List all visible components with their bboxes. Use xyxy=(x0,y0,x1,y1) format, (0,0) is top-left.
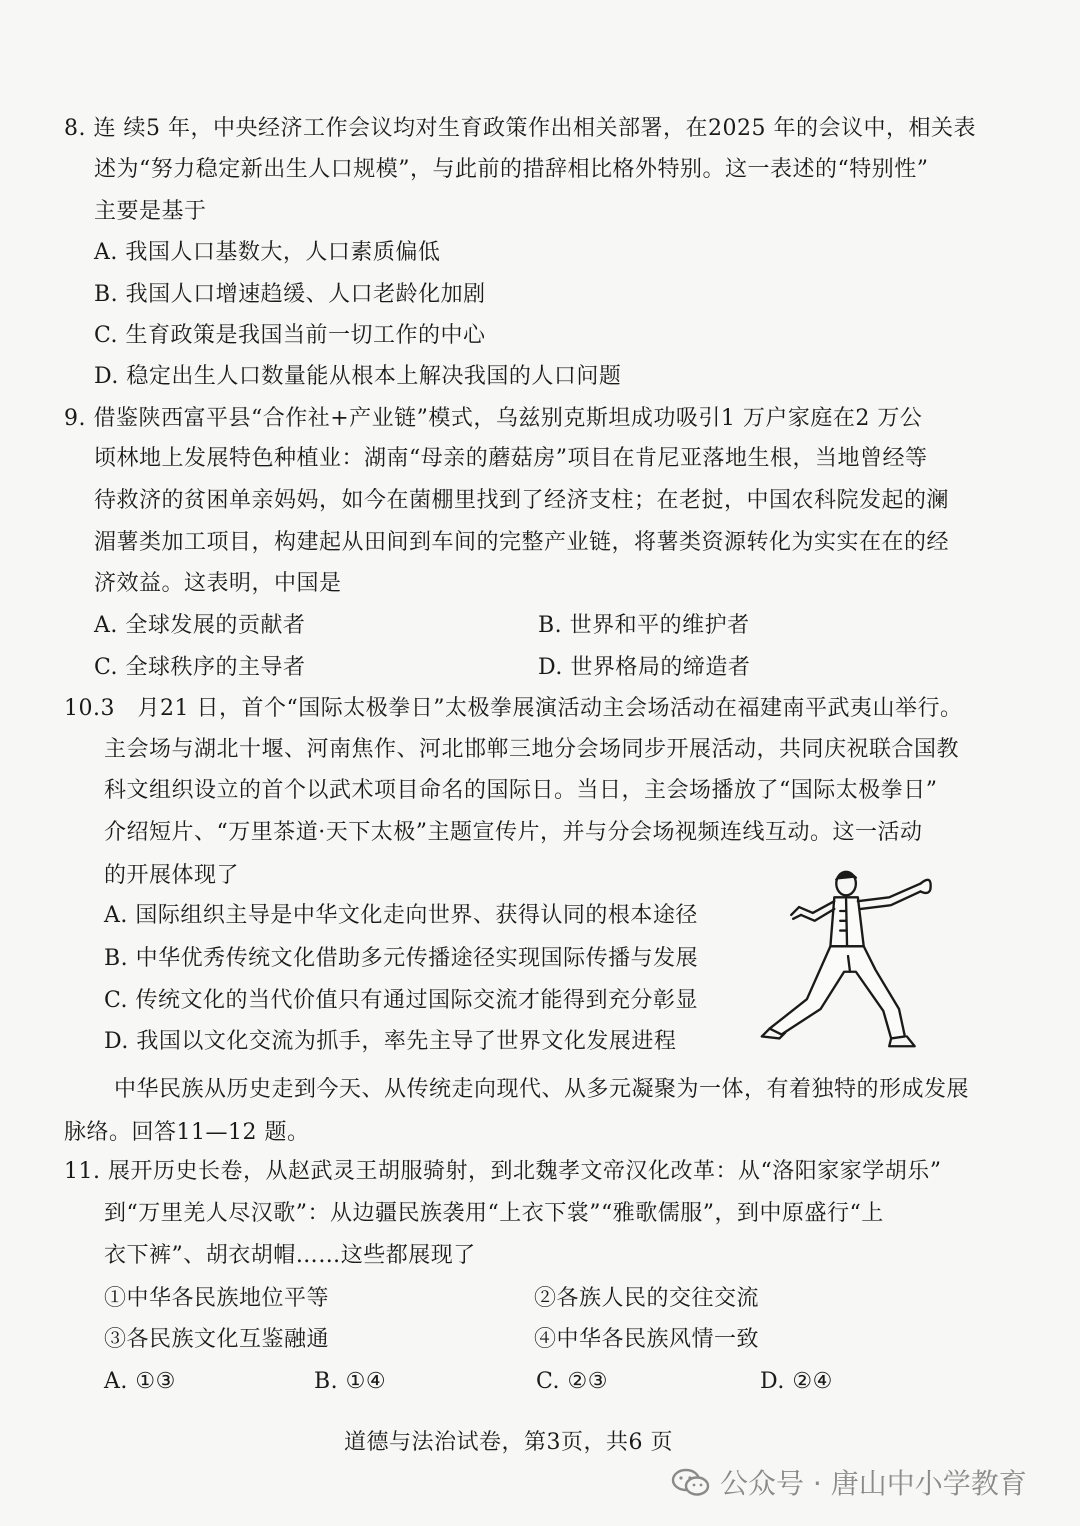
q9-option-b: B. 世界和平的维护者 xyxy=(538,613,750,638)
wechat-icon xyxy=(670,1466,712,1498)
q10-line-2: 主会场与湖北十堰、河南焦作、河北邯郸三地分会场同步开展活动，共同庆祝联合国教 xyxy=(104,737,960,762)
q11-option-b: B. ①④ xyxy=(314,1369,387,1394)
taichi-figure-illustration xyxy=(752,862,948,1058)
q9-line-2: 顷林地上发展特色种植业：湖南“母亲的蘑菇房”项目在肯尼亚落地生根，当地曾经等 xyxy=(94,446,928,471)
q11-item-4: ④中华各民族风情一致 xyxy=(534,1327,760,1352)
q9-line-4: 湄薯类加工项目，构建起从田间到车间的完整产业链，将薯类资源转化为实实在在的经 xyxy=(94,530,950,555)
q8-option-b: B. 我国人口增速趋缓、人口老龄化加剧 xyxy=(94,282,486,307)
q9-option-a: A. 全球发展的贡献者 xyxy=(94,613,306,638)
q8-option-d: D. 稳定出生人口数量能从根本上解决我国的人口问题 xyxy=(94,364,622,389)
q8-line-2: 述为“努力稳定新出生人口规模”，与此前的措辞相比格外特别。这一表述的“特别性” xyxy=(94,157,929,182)
q9-line-5: 济效益。这表明，中国是 xyxy=(94,571,342,596)
q11-line-1: 11. 展开历史长卷，从赵武灵王胡服骑射，到北魏孝文帝汉化改革：从“洛阳家家学胡乐” xyxy=(64,1159,942,1184)
q10-option-c: C. 传统文化的当代价值只有通过国际交流才能得到充分彰显 xyxy=(104,988,699,1013)
q10-option-b: B. 中华优秀传统文化借助多元传播途径实现国际传播与发展 xyxy=(104,946,699,971)
q11-item-1: ①中华各民族地位平等 xyxy=(104,1286,330,1311)
q8-option-a: A. 我国人口基数大，人口素质偏低 xyxy=(94,240,441,265)
q10-line-1: 10.3 月21 日，首个“国际太极拳日”太极拳展演活动主会场活动在福建南平武夷山举行。 xyxy=(64,696,963,721)
watermark xyxy=(670,1462,1027,1502)
q8-option-c: C. 生育政策是我国当前一切工作的中心 xyxy=(94,323,486,348)
q11-line-2: 到“万里羌人尽汉歌”：从边疆民族袭用“上衣下裳”“雅歌儒服”，到中原盛行“上 xyxy=(104,1201,884,1226)
q8-line-3: 主要是基于 xyxy=(94,199,207,224)
q9-line-1: 9. 借鉴陕西富平县“合作社+产业链”模式，乌兹别克斯坦成功吸引1 万户家庭在2 万公 xyxy=(64,406,923,431)
q11-item-2: ②各族人民的交往交流 xyxy=(534,1286,760,1311)
intro-line-1: 中华民族从历史走到今天、从传统走向现代、从多元凝聚为一体，有着独特的形成发展 xyxy=(114,1077,970,1102)
q8-line-1: 8. 连 续5 年，中央经济工作会议均对生育政策作出相关部署，在2025 年的会议中，相关表 xyxy=(64,116,976,141)
q11-option-a: A. ①③ xyxy=(104,1369,176,1394)
q9-option-d: D. 世界格局的缔造者 xyxy=(538,655,751,680)
q10-option-d: D. 我国以文化交流为抓手，率先主导了世界文化发展进程 xyxy=(104,1029,677,1054)
watermark-text: 公众号 · 唐山中小学教育 xyxy=(720,1467,1027,1500)
q9-option-c: C. 全球秩序的主导者 xyxy=(94,655,306,680)
page-footer: 道德与法治试卷，第3页，共6 页 xyxy=(344,1430,673,1455)
q10-line-3: 科文组织设立的首个以武术项目命名的国际日。当日，主会场播放了“国际太极拳日” xyxy=(104,778,938,803)
q10-option-a: A. 国际组织主导是中华文化走向世界、获得认同的根本途径 xyxy=(104,903,698,928)
q11-option-d: D. ②④ xyxy=(760,1369,833,1394)
q11-item-3: ③各民族文化互鉴融通 xyxy=(104,1327,330,1352)
q11-option-c: C. ②③ xyxy=(536,1369,608,1394)
q10-line-4: 介绍短片、“万里茶道·天下太极”主题宣传片，并与分会场视频连线互动。这一活动 xyxy=(104,820,923,845)
q11-line-3: 衣下裤”、胡衣胡帽……这些都展现了 xyxy=(104,1243,476,1268)
q9-line-3: 待救济的贫困单亲妈妈，如今在菌棚里找到了经济支柱；在老挝，中国农科院发起的澜 xyxy=(94,488,950,513)
q10-line-5: 的开展体现了 xyxy=(104,863,240,888)
intro-line-2: 脉络。回答11—12 题。 xyxy=(64,1120,310,1145)
